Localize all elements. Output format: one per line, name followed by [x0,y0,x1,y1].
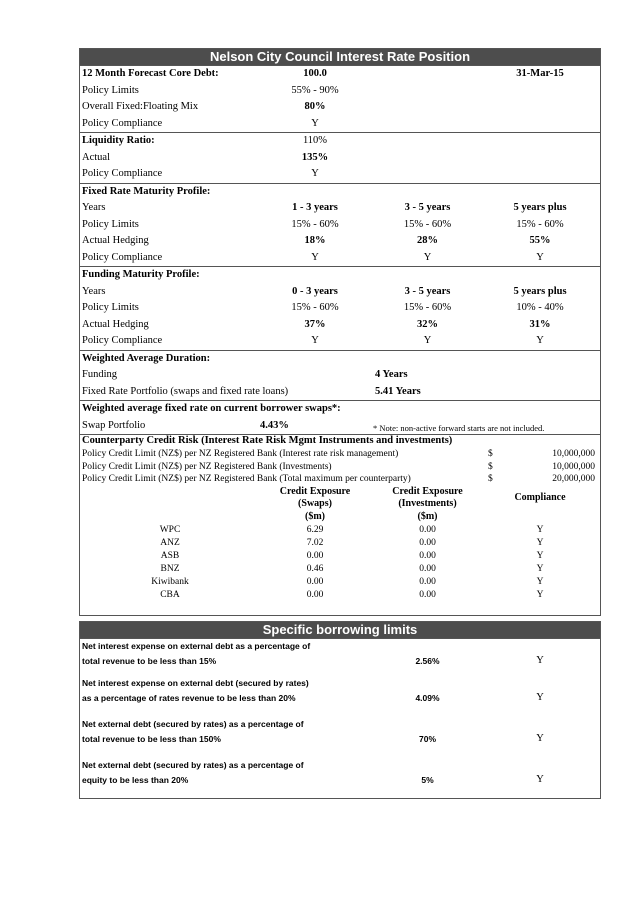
compliance-label: Policy Compliance [82,251,163,263]
bank-compliance: Y [536,524,544,535]
years-col-3: 5 years plus [513,285,567,297]
compliance-header: Compliance [514,491,566,503]
liquidity-limit: 110% [302,135,328,146]
limit-text-line-2: equity to be less than 20% [82,775,189,785]
liquidity-compliance-label: Policy Compliance [82,168,163,179]
bank-compliance: Y [536,550,544,561]
investments-exposure-header: Credit Exposure (Investments) ($m) [392,485,463,522]
list-item [80,758,600,798]
hedging-col-3: 31% [529,318,551,330]
compliance-col-3: Y [536,335,544,346]
credit-limit-label: Policy Credit Limit (NZ$) per NZ Registered Bank (Interest rate risk management) [82,449,399,459]
swaps-exposure: 6.29 [306,524,324,535]
hedging-col-2: 32% [417,318,438,330]
limits-label: Policy Limits [82,302,139,313]
investments-exposure: 0.00 [419,537,436,548]
years-col-1: 0 - 3 years [292,285,338,297]
borrowing-limits-list [80,639,600,798]
investments-exposure: 0.00 [419,576,436,587]
table-row [80,589,600,602]
fixed-rate-maturity-section [80,184,600,268]
bank-compliance: Y [536,589,544,600]
years-col-2: 3 - 5 years [404,202,451,213]
duration-label: Weighted Average Duration: [82,352,211,364]
currency-symbol: $ [488,449,493,459]
panel-title: Nelson City Council Interest Rate Position [80,49,600,66]
swaps-exposure: 7.02 [306,537,324,548]
policy-limits-label: Policy Limits [82,84,139,96]
list-item [80,639,600,675]
fixed-floating-mix-label: Overall Fixed:Floating Mix [82,101,199,112]
limit-text-line-2: total revenue to be less than 150% [82,734,221,744]
credit-limit-value: 10,000,000 [552,449,595,459]
duration-funding-label: Funding [82,369,118,380]
swaps-note: * Note: non-active forward starts are not included. [373,422,545,433]
duration-section [80,351,600,402]
compliance-col-1: Y [311,335,319,346]
duration-funding-value: 4 Years [375,369,408,380]
bank-name: CBA [160,589,180,600]
limit-text-line-1: Net interest expense on external debt (secured by rates) [82,678,309,688]
table-row [80,524,600,537]
investments-exposure: 0.00 [419,563,436,574]
liquidity-section [80,133,600,184]
swaps-section [80,401,600,435]
limit-compliance: Y [536,774,544,785]
limits-col-2: 15% - 60% [403,218,452,230]
bank-name: ASB [160,550,180,561]
years-label: Years [82,285,106,297]
swaps-exposure-header: Credit Exposure (Swaps) ($m) [279,485,351,522]
list-item [80,717,600,757]
years-col-1: 1 - 3 years [292,202,338,213]
compliance-col-2: Y [423,335,432,346]
limits-col-3: 10% - 40% [516,302,564,313]
limits-label: Policy Limits [82,218,139,230]
swap-portfolio-value: 4.43% [260,419,289,431]
limit-text-line-1: Net interest expense on external debt as a percentage of [82,641,311,651]
bank-exposure-table [80,524,600,602]
funding-label: Funding Maturity Profile: [82,269,200,280]
credit-limit-value: 10,000,000 [552,461,595,472]
policy-limits-value: 55% - 90% [291,84,339,96]
interest-rate-position-panel [79,48,601,616]
limit-value: 4.09% [415,693,440,703]
credit-limit-value: 20,000,000 [552,474,595,484]
hedging-label: Actual Hedging [82,235,149,246]
limits-col-3: 15% - 60% [516,218,564,230]
hedging-col-1: 18% [304,235,326,246]
list-item [80,676,600,716]
compliance-col-1: Y [311,251,319,263]
liquidity-actual-label: Actual [82,151,110,163]
swaps-exposure: 0.00 [306,589,324,600]
table-row [80,550,600,563]
limit-value: 2.56% [415,656,440,666]
investments-exposure: 0.00 [419,550,436,561]
policy-compliance-label: Policy Compliance [82,117,163,129]
limit-value: 70% [418,734,436,744]
core-debt-label: 12 Month Forecast Core Debt: [82,68,219,79]
duration-portfolio-label: Fixed Rate Portfolio (swaps and fixed rate loans) [82,385,289,397]
currency-symbol: $ [488,461,493,472]
swaps-exposure: 0.00 [306,550,324,561]
compliance-col-2: Y [423,251,432,263]
hedging-col-1: 37% [304,318,326,330]
limit-text-line-2: total revenue to be less than 15% [82,656,217,666]
limit-compliance: Y [536,655,544,666]
fixed-floating-mix-value: 80% [304,101,326,112]
table-row [80,576,600,589]
hedging-label: Actual Hedging [82,318,149,330]
limits-col-1: 15% - 60% [291,302,339,313]
bank-name: Kiwibank [151,576,189,587]
hedging-col-2: 28% [417,235,438,246]
swaps-exposure: 0.00 [306,576,324,587]
limits-col-2: 15% - 60% [403,302,452,313]
limit-compliance: Y [536,733,544,744]
bank-name: BNZ [160,563,180,574]
bank-compliance: Y [536,576,544,587]
policy-compliance-value: Y [311,117,319,129]
duration-portfolio-value: 5.41 Years [375,385,421,397]
limit-text-line-1: Net external debt (secured by rates) as a percentage of [82,719,304,729]
core-debt-date: 31-Mar-15 [516,68,564,79]
counterparty-label: Counterparty Credit Risk (Interest Rate Risk Mgmt Instruments and investments) [82,435,453,446]
swaps-exposure: 0.46 [306,563,324,574]
core-debt-section [80,66,600,133]
compliance-col-3: Y [536,251,544,263]
years-label: Years [82,202,106,213]
table-row [80,563,600,576]
credit-limit-label: Policy Credit Limit (NZ$) per NZ Registered Bank (Total maximum per counterparty) [82,474,411,484]
years-col-2: 3 - 5 years [404,285,451,297]
liquidity-compliance-value: Y [311,168,319,179]
limit-text-line-2: as a percentage of rates revenue to be less than 20% [82,693,296,703]
years-col-3: 5 years plus [513,202,567,213]
counterparty-section [80,435,600,615]
compliance-label: Policy Compliance [82,335,163,346]
limits-col-1: 15% - 60% [291,218,339,230]
liquidity-actual-value: 135% [301,151,329,163]
credit-limit-label: Policy Credit Limit (NZ$) per NZ Registered Bank (Investments) [82,461,332,472]
bank-name: ANZ [160,537,180,548]
currency-symbol: $ [488,474,493,484]
table-row [80,537,600,550]
bank-name: WPC [159,524,181,535]
liquidity-label: Liquidity Ratio: [82,135,155,146]
limit-text-line-1: Net external debt (secured by rates) as a percentage of [82,760,304,770]
fixed-rate-label: Fixed Rate Maturity Profile: [82,185,211,197]
swap-portfolio-label: Swap Portfolio [82,419,146,431]
limit-compliance: Y [536,692,544,703]
borrowing-title: Specific borrowing limits [80,622,600,639]
bank-compliance: Y [536,563,544,574]
funding-maturity-section [80,267,600,351]
core-debt-value: 100.0 [303,68,327,79]
investments-exposure: 0.00 [419,589,436,600]
bank-compliance: Y [536,537,544,548]
limit-value: 5% [421,775,434,785]
hedging-col-3: 55% [529,235,551,246]
specific-borrowing-limits-panel [79,621,601,799]
swaps-label: Weighted average fixed rate on current borrower swaps*: [82,403,341,414]
investments-exposure: 0.00 [419,524,436,535]
